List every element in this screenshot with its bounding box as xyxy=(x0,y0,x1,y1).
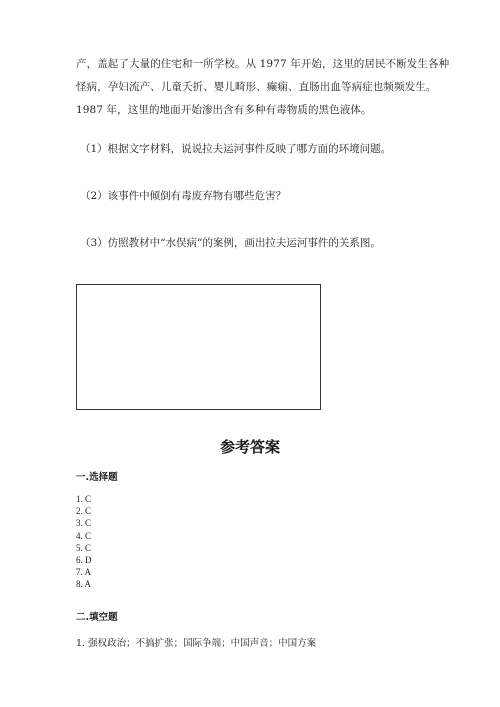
choice-answer-3: 3. C xyxy=(76,518,92,529)
passage-line-3: 1987 年，这里的地面开始渗出含有多种有毒物质的黑色液体。 xyxy=(76,104,372,116)
choice-answer-5: 5. C xyxy=(76,542,92,553)
choice-answer-list xyxy=(76,493,92,591)
choice-answer-7: 7. A xyxy=(76,567,92,578)
passage-line-1: 产，盖起了大量的住宅和一所学校。从 1977 年开始，这里的居民不断发生各种 xyxy=(76,58,450,70)
passage-line-2: 怪病，孕妇流产、儿童夭折、婴儿畸形、癫痫、直肠出血等病症也频频发生。 xyxy=(76,81,437,93)
drawing-answer-box[interactable] xyxy=(76,284,321,410)
choice-answer-6: 6. D xyxy=(76,554,92,565)
fill-section-heading: 二.填空题 xyxy=(76,612,118,623)
choice-answer-4: 4. C xyxy=(76,530,92,541)
choice-answer-2: 2. C xyxy=(76,506,92,517)
question-2: （2）该事件中倾倒有毒废弃物有哪些危害？ xyxy=(80,190,287,202)
fill-answer-1: 1. 强权政治；不搞扩张；国际争端；中国声音；中国方案 xyxy=(76,638,317,649)
answer-section-title: 参考答案 xyxy=(219,438,280,456)
question-3: （3）仿照教材中“水俣病”的案例，画出拉夫运河事件的关系图。 xyxy=(80,237,381,249)
choice-answer-8: 8. A xyxy=(76,579,92,590)
choice-answer-1: 1. C xyxy=(76,494,92,504)
question-1: （1）根据文字材料，说说拉夫运河事件反映了哪方面的环境问题。 xyxy=(80,143,392,155)
choice-section-heading: 一.选择题 xyxy=(76,472,118,483)
